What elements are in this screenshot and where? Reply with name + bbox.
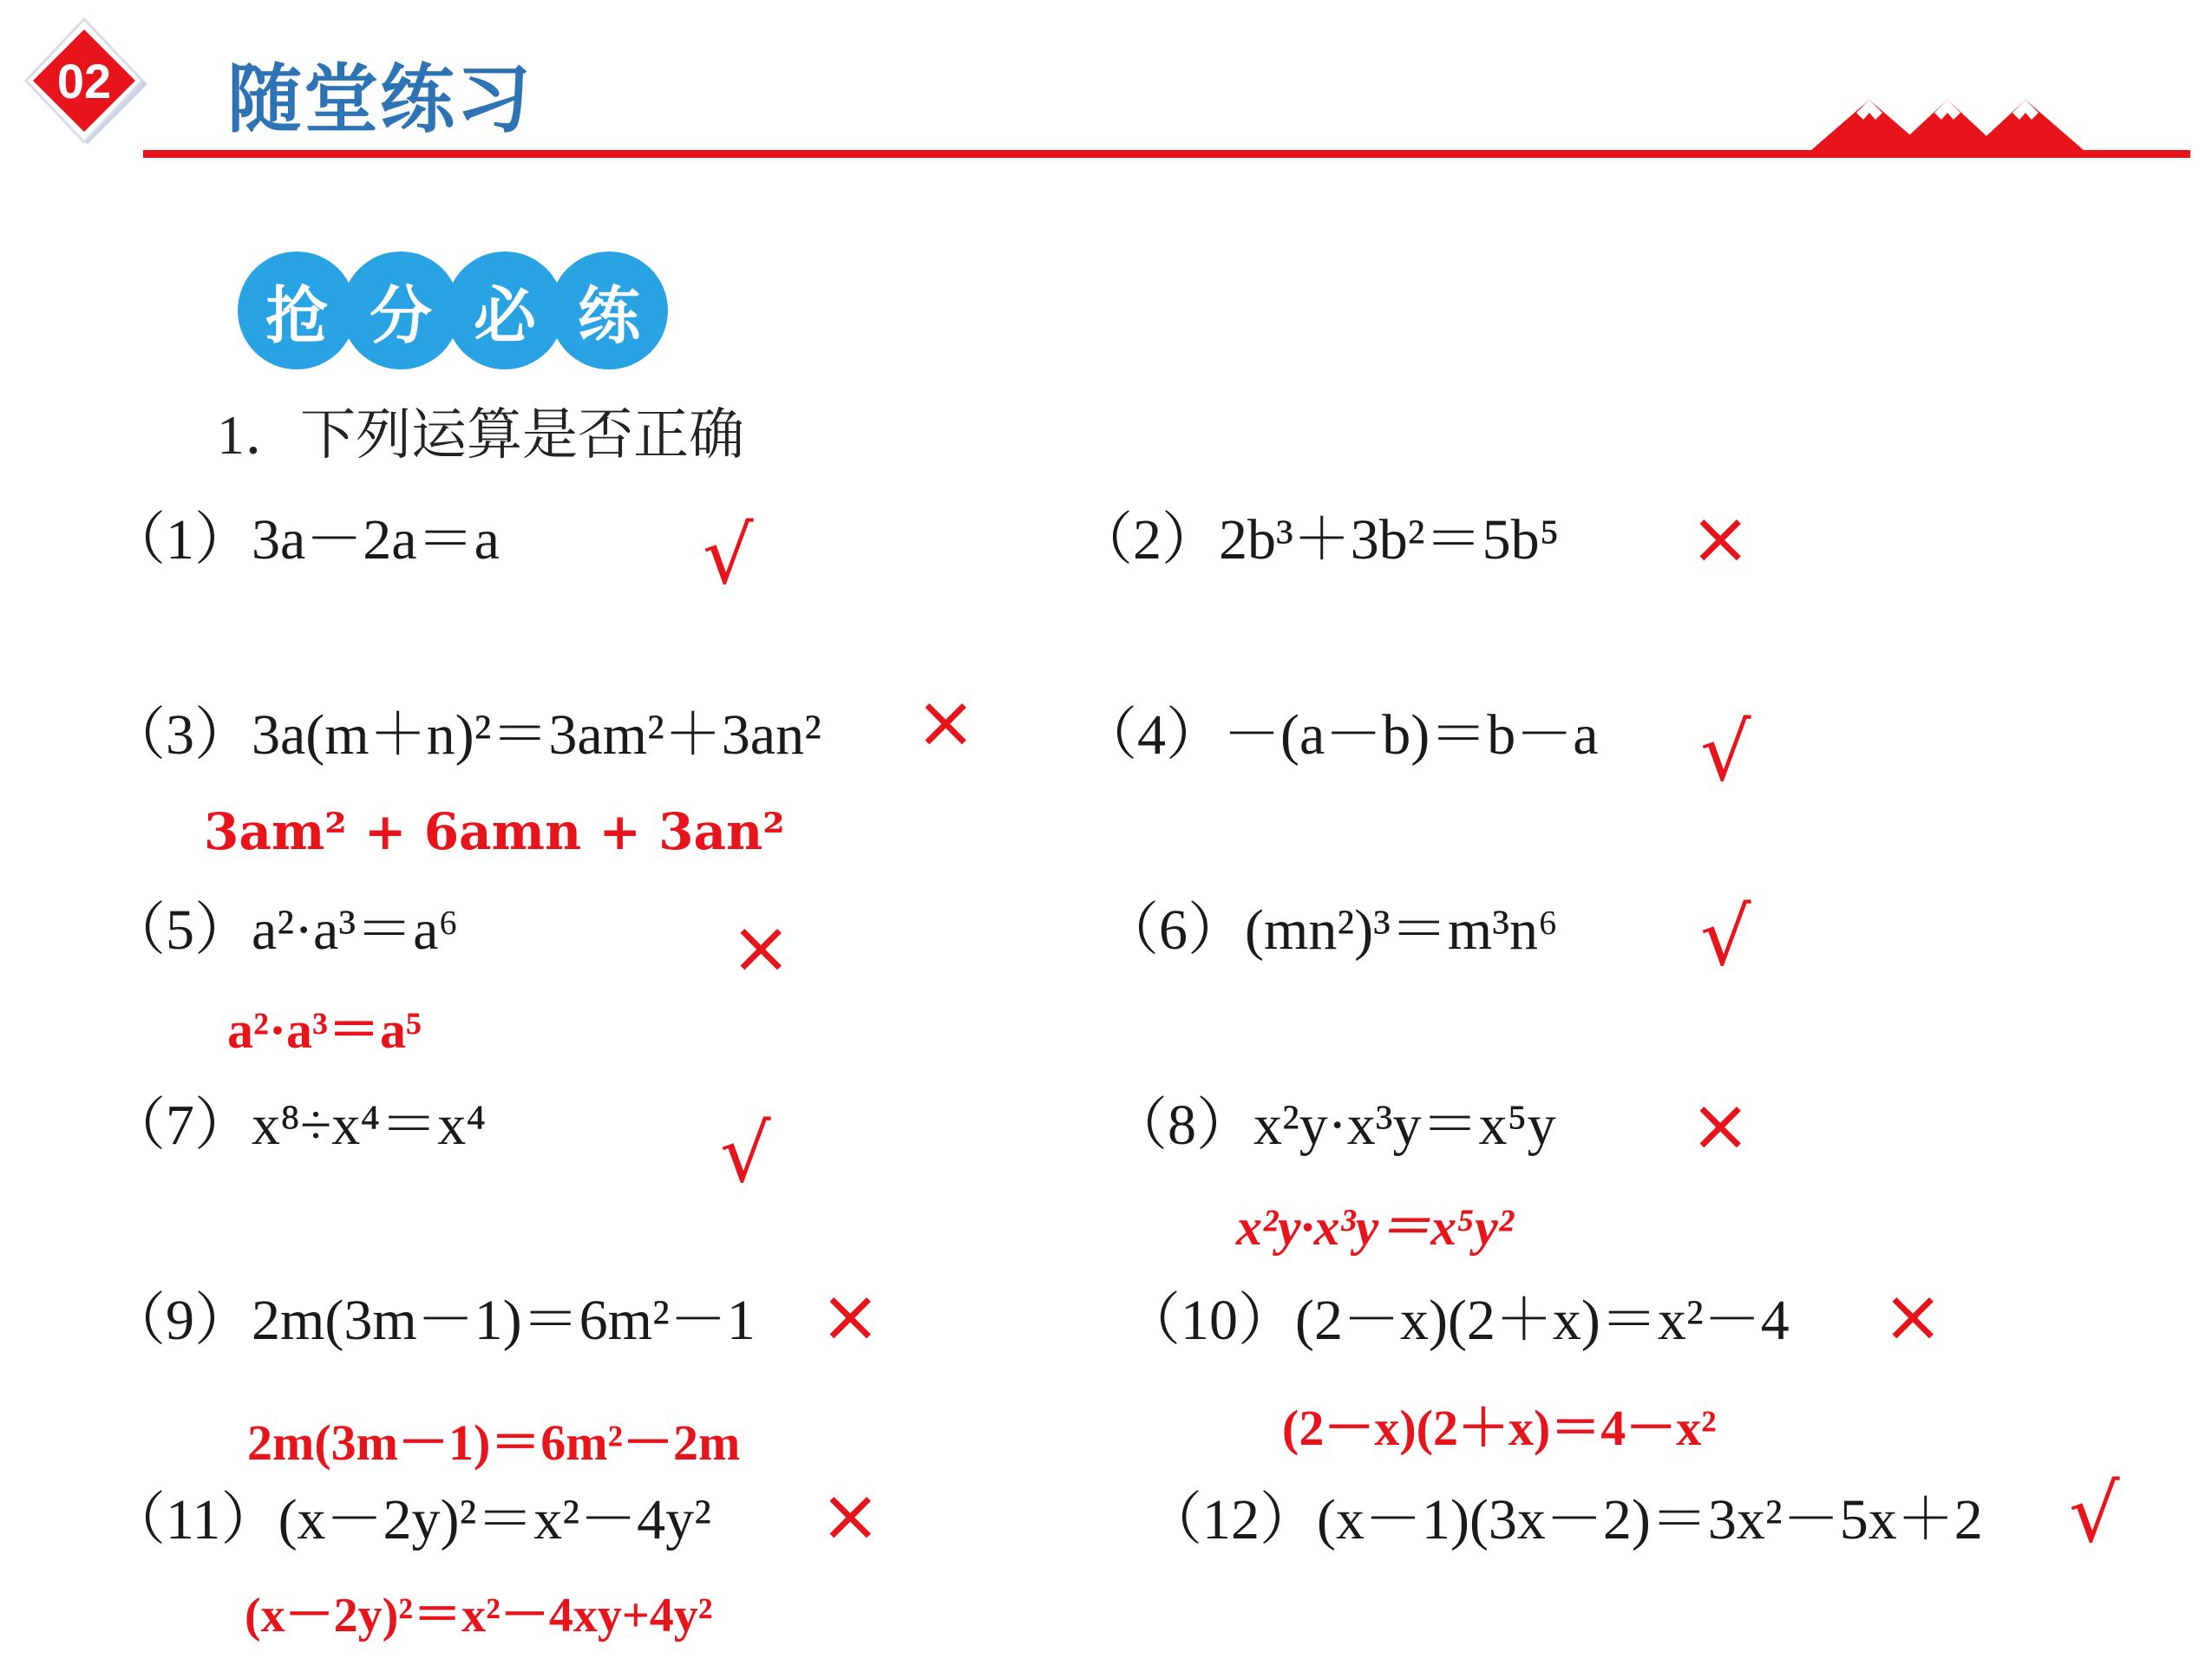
- problem-expression: 3a(m＋n)²＝3am²＋3an²: [252, 703, 821, 767]
- problem-label: （11）: [108, 1488, 278, 1551]
- problem-3: [108, 703, 821, 767]
- pill-char: 必: [473, 279, 536, 352]
- problem-label: （5）: [108, 898, 252, 962]
- correction-5: a²·a³＝a⁵: [227, 1002, 422, 1059]
- problem-label: （2）: [1076, 508, 1219, 572]
- decorative-peaks: [1804, 95, 2091, 156]
- check-mark-icon: √: [703, 509, 754, 602]
- problem-expression: 3a－2a＝a: [252, 508, 500, 572]
- problem-expression: a²·a³＝a⁶: [252, 898, 459, 962]
- problem-label: （7）: [108, 1094, 252, 1157]
- problem-label: （3）: [108, 703, 252, 767]
- cross-mark-icon: ×: [820, 1273, 881, 1358]
- problem-label: （10）: [1123, 1289, 1295, 1352]
- question-text: 1．下列运算是否正确: [217, 404, 744, 466]
- problem-expression: (x－1)(3x－2)＝3x²－5x＋2: [1317, 1488, 1983, 1551]
- check-mark-icon: √: [2069, 1467, 2120, 1560]
- problem-expression: (mn²)³＝m³n⁶: [1245, 898, 1559, 962]
- cross-mark-icon: ×: [1690, 1082, 1751, 1167]
- problem-5: [108, 898, 459, 962]
- problem-expression: (x－2y)²＝x²－4y²: [278, 1488, 711, 1551]
- problem-4: [1080, 703, 1599, 767]
- problem-expression: (2－x)(2＋x)＝x²－4: [1295, 1289, 1790, 1352]
- problem-1: [108, 508, 500, 572]
- problem-expression: x⁸÷x⁴＝x⁴: [252, 1094, 487, 1157]
- problem-expression: x²y·x³y＝x⁵y: [1253, 1094, 1556, 1157]
- correction-8: x²y·x³y＝x⁵y²: [1236, 1199, 1514, 1256]
- cross-mark-icon: ×: [915, 679, 977, 764]
- correction-3: 3am² + 6amn + 3an²: [204, 802, 785, 861]
- problem-11: [108, 1488, 711, 1551]
- check-mark-icon: √: [1700, 706, 1751, 799]
- correction-11: (x－2y)²＝x²－4xy+4y²: [245, 1589, 713, 1643]
- problem-10: [1123, 1289, 1790, 1352]
- cross-mark-icon: ×: [820, 1473, 881, 1558]
- pill-char: 练: [577, 279, 640, 352]
- problem-label: （4）: [1080, 703, 1223, 767]
- problem-9: [108, 1289, 756, 1352]
- problem-label: （8）: [1110, 1094, 1253, 1157]
- problem-label: （12）: [1145, 1488, 1317, 1551]
- cross-mark-icon: ×: [1690, 495, 1751, 580]
- problem-label: （1）: [108, 508, 252, 572]
- section-number: 02: [56, 53, 112, 108]
- page-title: 随堂练习: [227, 56, 533, 143]
- problem-expression: 2b³＋3b²＝5b⁵: [1219, 508, 1560, 572]
- problem-2: [1076, 508, 1560, 572]
- pill-char: 分: [369, 279, 432, 352]
- cross-mark-icon: ×: [730, 905, 792, 990]
- problem-expression: 2m(3m－1)＝6m²－1: [252, 1289, 756, 1352]
- check-mark-icon: √: [720, 1107, 771, 1200]
- problem-label: （6）: [1102, 898, 1245, 962]
- header-divider: [143, 150, 2190, 158]
- cross-mark-icon: ×: [1882, 1273, 1944, 1358]
- problem-expression: －(a－b)＝b－a: [1223, 703, 1599, 767]
- pill-char: 抢: [265, 279, 328, 352]
- check-mark-icon: √: [1700, 891, 1751, 983]
- problem-7: [108, 1094, 487, 1157]
- problem-6: [1102, 898, 1559, 962]
- problem-label: （9）: [108, 1289, 252, 1352]
- correction-9: 2m(3m－1)＝6m²－2m: [247, 1414, 741, 1471]
- correction-10: (2－x)(2＋x)＝4－x²: [1282, 1400, 1717, 1456]
- problem-12: [1145, 1488, 1983, 1551]
- problem-8: [1110, 1094, 1556, 1157]
